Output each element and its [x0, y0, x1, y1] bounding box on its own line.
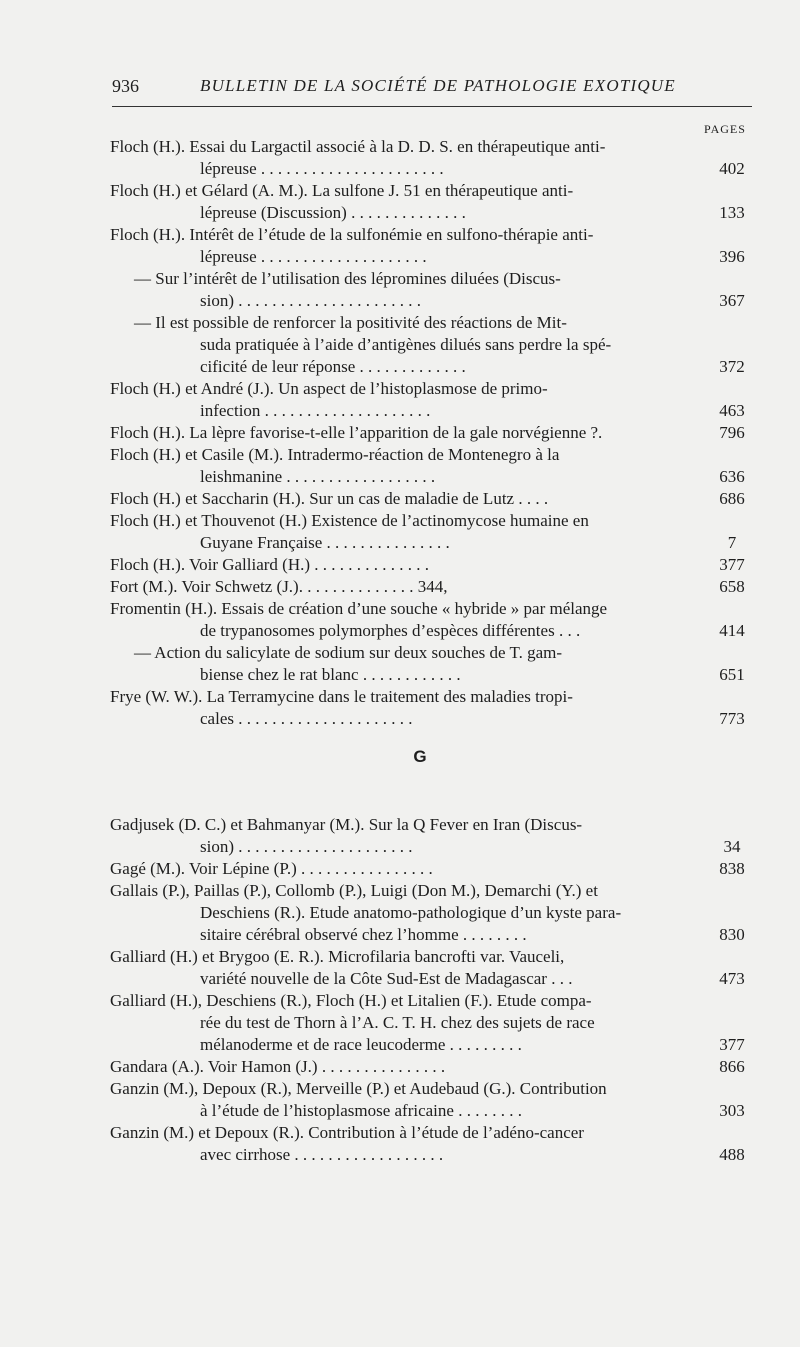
index-line — [110, 990, 700, 1012]
page-reference: 488 — [719, 1145, 745, 1164]
page-reference: 686 — [719, 489, 745, 508]
section-letter-g: G — [413, 747, 427, 766]
header-rule — [112, 106, 752, 107]
index-line-text: sitaire cérébral observé chez l’homme . . . . . . . . — [200, 925, 527, 944]
index-line — [110, 510, 700, 532]
index-line-text: Floch (H.). Intérêt de l’étude de la sulfonémie en sulfono-thérapie anti- — [110, 225, 594, 244]
index-line — [110, 488, 745, 510]
index-line — [110, 400, 745, 422]
index-line — [110, 312, 700, 334]
index-line — [110, 858, 745, 880]
index-line — [110, 1122, 700, 1144]
index-line-text: Floch (H.) et Gélard (A. M.). La sulfone J. 51 en thérapeutique anti- — [110, 181, 574, 200]
page-reference: 372 — [719, 357, 745, 376]
index-line-text: sion) . . . . . . . . . . . . . . . . . . . . . . — [200, 291, 421, 310]
index-line — [110, 1034, 745, 1056]
index-line — [110, 620, 745, 642]
index-line-text: Floch (H.) et André (J.). Un aspect de l’histoplasmose de primo- — [110, 379, 548, 398]
section-f-entries — [110, 136, 745, 730]
index-line-text: Ganzin (M.) et Depoux (R.). Contribution à l’étude de l’adéno-cancer — [110, 1123, 584, 1142]
index-line-text: cales . . . . . . . . . . . . . . . . . . . . . — [200, 709, 413, 728]
index-line-text: Fromentin (H.). Essais de création d’une souche « hybride » par mélange — [110, 599, 608, 618]
index-line — [110, 268, 700, 290]
section-g-entries — [110, 814, 745, 1166]
index-line — [110, 836, 741, 858]
index-line — [110, 356, 745, 378]
page-reference: 651 — [719, 665, 745, 684]
index-line — [110, 378, 700, 400]
page-reference: 34 — [723, 837, 741, 856]
index-line-text: Floch (H.) et Thouvenot (H.) Existence de l’actinomycose humaine en — [110, 511, 589, 530]
index-line-text: à l’étude de l’histoplasmose africaine . . . . . . . . — [200, 1101, 522, 1120]
index-line-text: Gandara (A.). Voir Hamon (J.) . . . . . . . . . . . . . . . — [110, 1057, 446, 1076]
index-line-text: Floch (H.) et Casile (M.). Intradermo-réaction de Montenegro à la — [110, 445, 560, 464]
index-line-text: lépreuse . . . . . . . . . . . . . . . . . . . . — [200, 247, 427, 266]
index-line — [110, 686, 700, 708]
index-line-text: lépreuse (Discussion) . . . . . . . . . . . . . . — [200, 203, 466, 222]
page-reference: 473 — [719, 969, 745, 988]
page-reference: 396 — [719, 247, 745, 266]
index-line-text: — Sur l’intérêt de l’utilisation des lépromines diluées (Discus- — [134, 269, 561, 288]
index-line-text: Gadjusek (D. C.) et Bahmanyar (M.). Sur la Q Fever en Iran (Discus- — [110, 815, 583, 834]
index-line-text: — Action du salicylate de sodium sur deux souches de T. gam- — [134, 643, 563, 662]
index-line-text: — Il est possible de renforcer la positivité des réactions de Mit- — [134, 313, 567, 332]
index-line-text: Gallais (P.), Paillas (P.), Collomb (P.), Luigi (Don M.), Demarchi (Y.) et — [110, 881, 598, 900]
page-number: 936 — [112, 76, 139, 96]
index-line-text: variété nouvelle de la Côte Sud-Est de Madagascar . . . — [200, 969, 573, 988]
index-line — [110, 554, 745, 576]
page-reference: 303 — [719, 1101, 745, 1120]
index-line-text: Fort (M.). Voir Schwetz (J.). . . . . . . . . . . . . . 344, — [110, 577, 448, 596]
page-reference: 463 — [719, 401, 745, 420]
index-line — [110, 1078, 700, 1100]
index-line — [110, 158, 745, 180]
index-line — [110, 642, 700, 664]
index-line-text: Floch (H.). La lèpre favorise-t-elle l’apparition de la gale norvégienne ?. — [110, 423, 603, 442]
index-line — [110, 422, 745, 444]
index-line — [110, 1012, 700, 1034]
index-line — [110, 224, 700, 246]
page-reference: 830 — [719, 925, 745, 944]
index-line-text: lépreuse . . . . . . . . . . . . . . . . . . . . . . — [200, 159, 444, 178]
index-line — [110, 814, 700, 836]
index-line-text: Floch (H.) et Saccharin (H.). Sur un cas de maladie de Lutz . . . . — [110, 489, 549, 508]
page-reference: 414 — [719, 621, 745, 640]
index-line — [110, 1056, 745, 1078]
index-line-text: Deschiens (R.). Etude anatomo-pathologique d’un kyste para- — [200, 903, 622, 922]
index-line-text: rée du test de Thorn à l’A. C. T. H. chez des sujets de race — [200, 1013, 595, 1032]
page-reference: 377 — [719, 555, 745, 574]
index-line — [110, 946, 700, 968]
index-line-text: avec cirrhose . . . . . . . . . . . . . . . . . . — [200, 1145, 444, 1164]
index-line — [110, 334, 700, 356]
index-line — [110, 1100, 745, 1122]
index-line — [110, 924, 745, 946]
index-line — [110, 290, 745, 312]
pages-column-label: PAGES — [704, 122, 746, 136]
index-line-text: Floch (H.). Voir Galliard (H.) . . . . . . . . . . . . . . — [110, 555, 430, 574]
index-line — [110, 202, 745, 224]
page-reference: 636 — [719, 467, 745, 486]
index-line-text: Ganzin (M.), Depoux (R.), Merveille (P.) et Audebaud (G.). Contribution — [110, 1079, 607, 1098]
page-reference: 133 — [719, 203, 745, 222]
index-line-text: Gagé (M.). Voir Lépine (P.) . . . . . . . . . . . . . . . . — [110, 859, 433, 878]
index-line — [110, 902, 700, 924]
page-reference: 838 — [719, 859, 745, 878]
page-reference: 7 — [727, 533, 737, 552]
page-reference: 402 — [719, 159, 745, 178]
index-line — [110, 576, 745, 598]
index-line-text: mélanoderme et de race leucoderme . . . . . . . . . — [200, 1035, 522, 1054]
index-line — [110, 246, 745, 268]
index-line-text: leishmanine . . . . . . . . . . . . . . . . . . — [200, 467, 436, 486]
index-line-text: Floch (H.). Essai du Largactil associé à la D. D. S. en thérapeutique anti- — [110, 137, 606, 156]
index-line — [110, 664, 745, 686]
index-line — [110, 466, 745, 488]
index-line — [110, 136, 700, 158]
page-reference: 866 — [719, 1057, 745, 1076]
index-line-text: de trypanosomes polymorphes d’espèces différentes . . . — [200, 621, 581, 640]
page-reference: 377 — [719, 1035, 745, 1054]
journal-title: BULLETIN DE LA SOCIÉTÉ DE PATHOLOGIE EXOTIQUE — [200, 76, 676, 95]
index-line — [110, 968, 745, 990]
page-reference: 658 — [719, 577, 745, 596]
index-line — [110, 880, 700, 902]
index-line — [110, 598, 700, 620]
index-line-text: Galliard (H.), Deschiens (R.), Floch (H.) et Litalien (F.). Etude compa- — [110, 991, 592, 1010]
index-line — [110, 1144, 745, 1166]
index-line — [110, 532, 737, 554]
index-line — [110, 708, 745, 730]
page-reference: 773 — [719, 709, 745, 728]
index-line-text: suda pratiquée à l’aide d’antigènes dilués sans perdre la spé- — [200, 335, 612, 354]
running-header — [112, 76, 752, 102]
index-line-text: Galliard (H.) et Brygoo (E. R.). Microfilaria bancrofti var. Vauceli, — [110, 947, 565, 966]
index-line — [110, 444, 700, 466]
index-line-text: Frye (W. W.). La Terramycine dans le traitement des maladies tropi- — [110, 687, 573, 706]
index-line-text: Guyane Française . . . . . . . . . . . . . . . — [200, 533, 450, 552]
index-line-text: biense chez le rat blanc . . . . . . . . . . . . — [200, 665, 461, 684]
index-line — [110, 180, 700, 202]
index-content — [110, 136, 745, 1166]
page-reference: 796 — [719, 423, 745, 442]
page-reference: 367 — [719, 291, 745, 310]
index-line-text: sion) . . . . . . . . . . . . . . . . . . . . . — [200, 837, 413, 856]
index-line-text: infection . . . . . . . . . . . . . . . . . . . . — [200, 401, 431, 420]
index-line-text: cificité de leur réponse . . . . . . . . . . . . . — [200, 357, 466, 376]
